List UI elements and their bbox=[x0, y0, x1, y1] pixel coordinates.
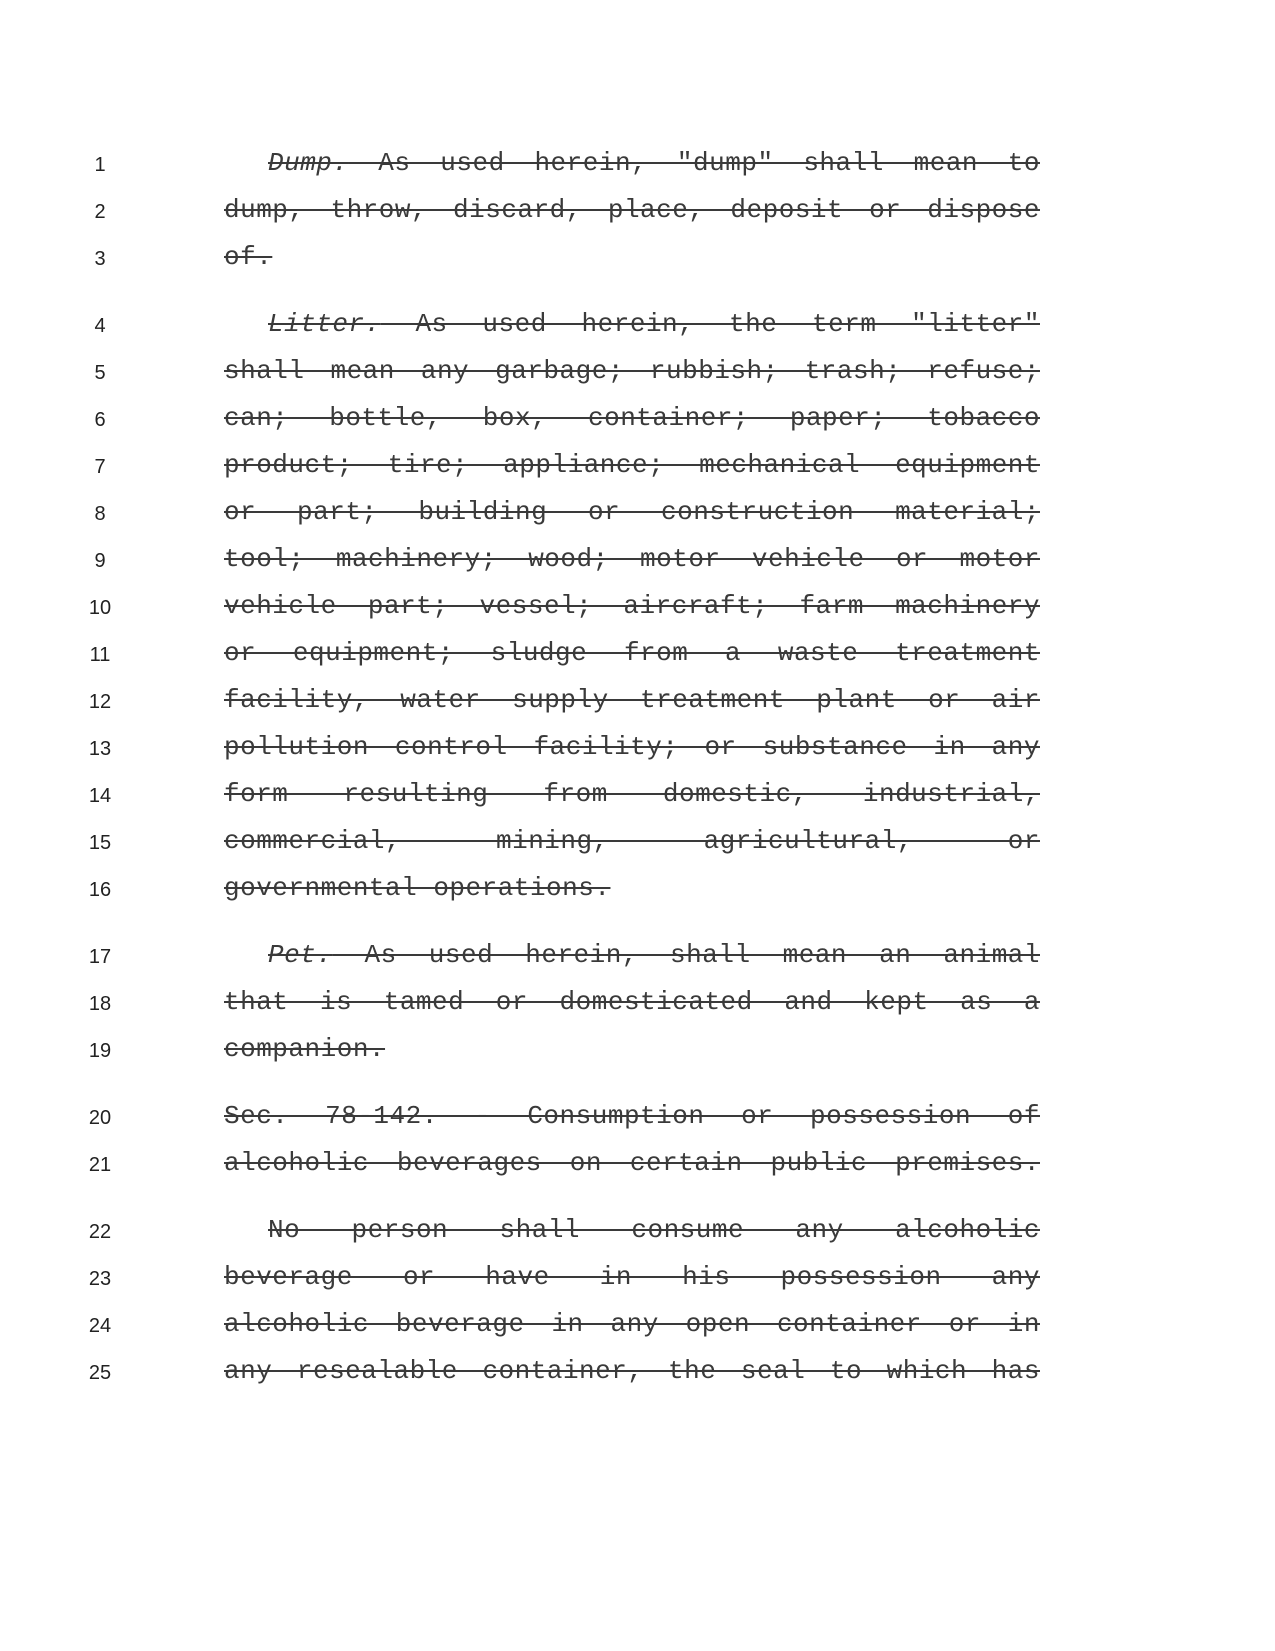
definition-dump-line-1 bbox=[268, 148, 1040, 178]
definition-litter-line: facility, water supply treatment plant or air bbox=[224, 685, 1040, 715]
term-litter: Litter. bbox=[268, 309, 381, 339]
line-text: As used herein, the term "litter" bbox=[380, 309, 1040, 339]
term-pet: Pet. bbox=[268, 940, 333, 970]
definition-litter-line: pollution control facility; or substance in any bbox=[224, 732, 1040, 762]
section-heading-line: Sec. 78-142. - Consumption or possession of bbox=[224, 1101, 1040, 1131]
definition-litter-line: tool; machinery; wood; motor vehicle or motor bbox=[224, 544, 1040, 574]
definition-pet-line: that is tamed or domesticated and kept as a bbox=[224, 987, 1040, 1017]
line-number: 25 bbox=[88, 1362, 112, 1384]
line-number: 19 bbox=[88, 1040, 112, 1062]
definition-litter-line: form resulting from domestic, industrial, bbox=[224, 779, 1040, 809]
line-number: 6 bbox=[94, 409, 106, 431]
line-number: 9 bbox=[94, 550, 106, 572]
section-body-line: No person shall consume any alcoholic bbox=[268, 1215, 1040, 1245]
section-body-line: alcoholic beverage in any open container or in bbox=[224, 1309, 1040, 1339]
line-number: 8 bbox=[94, 503, 106, 525]
line-number: 18 bbox=[88, 993, 112, 1015]
definition-litter-line: product; tire; appliance; mechanical equipment bbox=[224, 450, 1040, 480]
line-number: 2 bbox=[94, 201, 106, 223]
definition-pet-line-1 bbox=[268, 940, 1040, 970]
section-heading-line: alcoholic beverages on certain public premises. bbox=[224, 1148, 1040, 1178]
line-number: 3 bbox=[94, 248, 106, 270]
line-number: 21 bbox=[88, 1154, 112, 1176]
definition-litter-line: commercial, mining, agricultural, or bbox=[224, 826, 1040, 856]
definition-litter-line: shall mean any garbage; rubbish; trash; refuse; bbox=[224, 356, 1040, 386]
definition-litter-line: can; bottle, box, container; paper; tobacco bbox=[224, 403, 1040, 433]
line-number: 7 bbox=[94, 456, 106, 478]
line-number: 14 bbox=[88, 785, 112, 807]
line-text: As used herein, shall mean an animal bbox=[332, 940, 1040, 970]
section-body-line: beverage or have in his possession any bbox=[224, 1262, 1040, 1292]
line-number: 12 bbox=[88, 691, 112, 713]
definition-dump-line-3: of. bbox=[224, 242, 273, 272]
definition-litter-line: vehicle part; vessel; aircraft; farm machinery bbox=[224, 591, 1040, 621]
definition-litter-line: governmental operations. bbox=[224, 873, 611, 903]
definition-pet-line: companion. bbox=[224, 1034, 386, 1064]
section-body-line: any resealable container, the seal to which has bbox=[224, 1356, 1040, 1386]
term-dump: Dump. bbox=[268, 148, 349, 178]
definition-dump-line-2: dump, throw, discard, place, deposit or dispose bbox=[224, 195, 1040, 225]
line-number: 11 bbox=[89, 644, 111, 666]
line-number: 15 bbox=[88, 832, 112, 854]
line-number: 10 bbox=[88, 597, 112, 619]
line-number: 24 bbox=[88, 1315, 112, 1337]
line-number: 16 bbox=[88, 879, 112, 901]
definition-litter-line: or part; building or construction material; bbox=[224, 497, 1040, 527]
definition-litter-line: or equipment; sludge from a waste treatment bbox=[224, 638, 1040, 668]
definition-litter-line-1 bbox=[268, 309, 1040, 339]
line-number: 4 bbox=[94, 315, 106, 337]
line-number: 17 bbox=[88, 946, 112, 968]
line-number: 20 bbox=[88, 1107, 112, 1129]
line-number: 13 bbox=[88, 738, 112, 760]
line-number: 22 bbox=[88, 1221, 112, 1243]
line-number: 1 bbox=[94, 154, 106, 176]
line-number: 5 bbox=[94, 362, 106, 384]
line-number: 23 bbox=[88, 1268, 112, 1290]
line-text: As used herein, "dump" shall mean to bbox=[348, 148, 1040, 178]
